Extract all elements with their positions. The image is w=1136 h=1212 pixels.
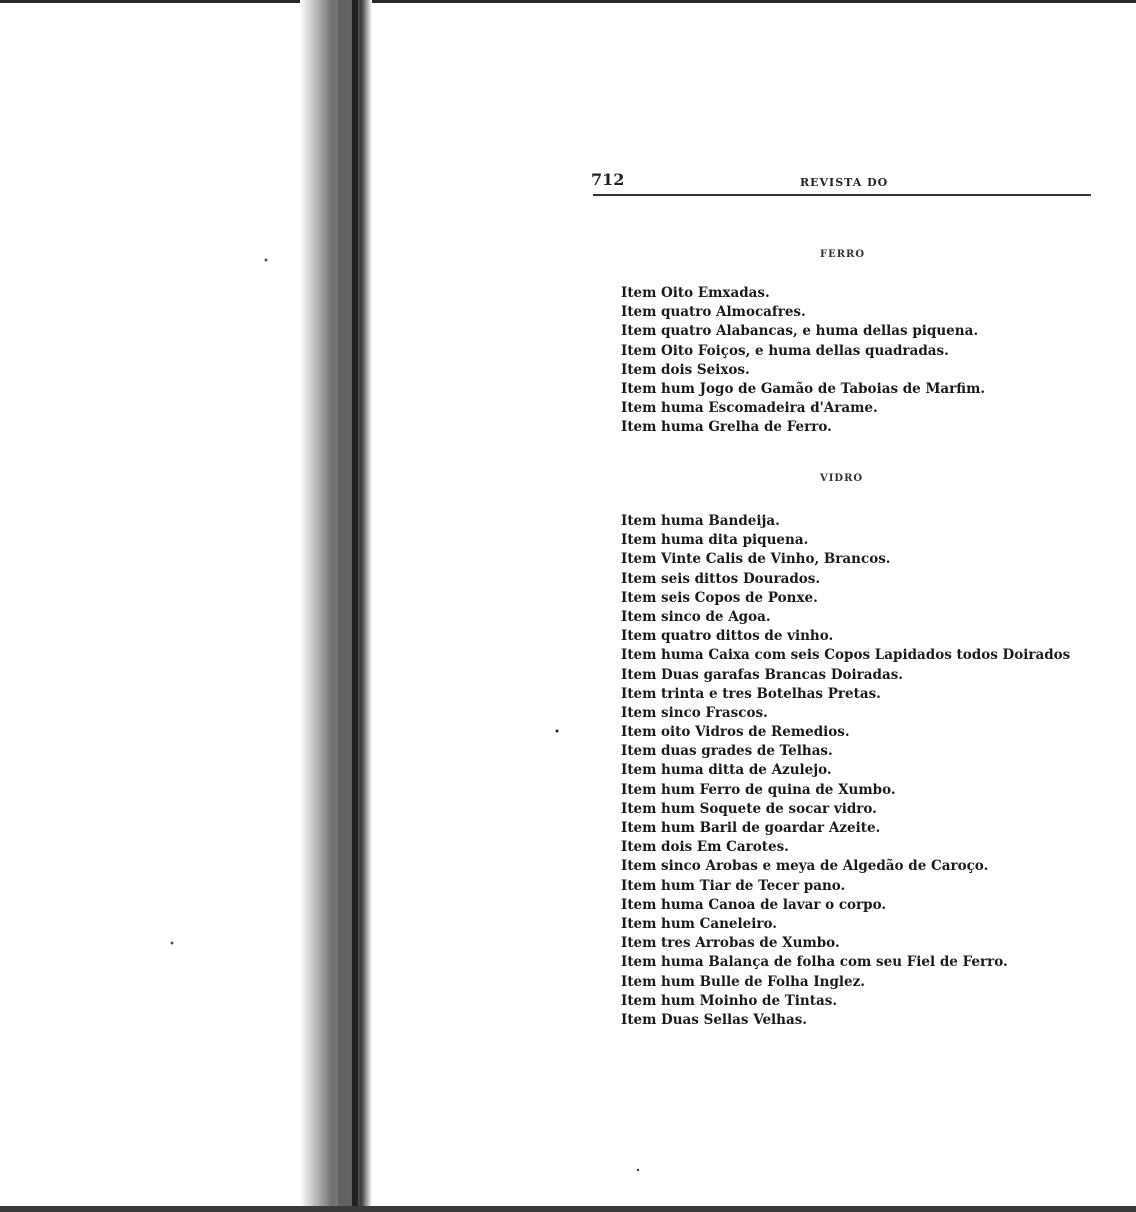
item-text: Oito Emxadas.: [661, 285, 770, 301]
item-word: Item: [621, 513, 657, 529]
item-word: Item: [621, 915, 657, 932]
list-item: [621, 761, 1070, 780]
list-item: [621, 589, 1070, 608]
item-word: Item: [621, 361, 657, 378]
item-text: sinco Arobas e meya de Algedão de Caroço.: [661, 858, 989, 875]
item-word: Item: [621, 800, 657, 817]
list-item: [621, 1011, 1070, 1030]
item-word: Item: [621, 647, 657, 664]
item-text: hum Soquete de socar vidro.: [661, 800, 877, 817]
item-word: Item: [621, 704, 657, 721]
list-item: [621, 361, 985, 380]
list-item: [621, 915, 1070, 934]
list-item: [621, 646, 1070, 665]
item-word: Item: [621, 380, 657, 397]
item-word: Item: [621, 323, 657, 340]
item-text: huma Balança de folha com seu Fiel de Ferro.: [661, 954, 1008, 971]
item-text: huma Escomadeira d'Arame.: [661, 400, 878, 417]
item-word: Item: [621, 743, 657, 760]
list-item: [621, 800, 1070, 819]
vidro-items-list: [621, 512, 1070, 1030]
item-word: Item: [621, 589, 657, 606]
list-item: [621, 303, 985, 322]
item-word: Item: [621, 762, 657, 779]
item-text: hum Tiar de Tecer pano.: [661, 877, 846, 894]
item-text: Duas garafas Brancas Doiradas.: [661, 666, 904, 683]
list-item: [621, 570, 1070, 589]
list-item: [621, 550, 1070, 569]
item-word: Item: [621, 935, 657, 952]
item-word: Item: [621, 973, 657, 990]
item-word: Item: [621, 724, 657, 741]
item-word: Item: [621, 400, 657, 417]
item-text: quatro dittos de vinho.: [661, 628, 834, 645]
item-word: Item: [621, 685, 657, 702]
item-text: Oito Foiços, e huma dellas quadradas.: [661, 342, 949, 359]
list-item: [621, 723, 1070, 742]
item-word: Item: [621, 551, 657, 568]
list-item: [621, 342, 985, 361]
list-item: [621, 531, 1070, 550]
header-rule: [593, 194, 1091, 196]
item-word: Item: [621, 608, 657, 625]
list-item: [621, 399, 985, 418]
item-text: hum Caneleiro.: [661, 915, 777, 932]
item-word: Item: [621, 342, 657, 359]
list-item: [621, 322, 985, 341]
ferro-items-list: [621, 284, 985, 438]
list-item: [621, 781, 1070, 800]
list-item: [621, 934, 1070, 953]
page-number: 712: [591, 170, 625, 189]
item-text: seis dittos Dourados.: [661, 570, 821, 587]
list-item: [621, 685, 1070, 704]
item-text: tres Arrobas de Xumbo.: [661, 935, 840, 952]
item-text: huma Canoa de lavar o corpo.: [661, 896, 887, 913]
item-text: seis Copos de Ponxe.: [661, 589, 818, 606]
list-item: [621, 608, 1070, 627]
item-text: quatro Almocafres.: [661, 304, 806, 321]
item-word: Item: [621, 839, 657, 856]
item-text: Duas Sellas Velhas.: [661, 1011, 808, 1028]
item-text: hum Baril de goardar Azeite.: [661, 820, 881, 836]
item-text: Vinte Calis de Vinho, Brancos.: [661, 551, 891, 568]
section-title-vidro: VIDRO: [820, 473, 864, 484]
item-text: huma Grelha de Ferro.: [661, 419, 832, 436]
item-word: Item: [621, 666, 657, 683]
item-word: Item: [621, 877, 657, 894]
item-text: hum Jogo de Gamão de Taboias de Marfim.: [661, 380, 986, 397]
item-text: quatro Alabancas, e huma dellas piquena.: [661, 323, 979, 340]
list-item: [621, 418, 985, 437]
item-text: sinco Frascos.: [661, 704, 768, 721]
item-text: hum Ferro de quina de Xumbo.: [661, 781, 896, 798]
item-word: Item: [621, 304, 657, 321]
list-item: [621, 877, 1070, 896]
item-text: hum Moinho de Tintas.: [661, 992, 838, 1009]
item-text: dois Seixos.: [661, 361, 750, 378]
item-word: Item: [621, 858, 657, 875]
list-item: [621, 896, 1070, 915]
item-text: huma Bandeija.: [661, 513, 780, 529]
item-text: huma dita piquena.: [661, 532, 809, 549]
item-word: Item: [621, 1011, 657, 1028]
item-word: Item: [621, 628, 657, 645]
item-word: Item: [621, 419, 657, 436]
list-item: [621, 704, 1070, 723]
list-item: [621, 838, 1070, 857]
list-item: [621, 953, 1070, 972]
item-word: Item: [621, 532, 657, 549]
item-word: Item: [621, 570, 657, 587]
item-text: oito Vidros de Remedios.: [661, 724, 850, 741]
list-item: [621, 992, 1070, 1011]
gutter-shadow: [300, 0, 372, 1212]
list-item: [621, 666, 1070, 685]
item-text: dois Em Carotes.: [661, 839, 789, 856]
item-text: huma ditta de Azulejo.: [661, 762, 832, 779]
item-text: huma Caixa com seis Copos Lapidados todos Doirados: [661, 647, 1071, 664]
item-word: Item: [621, 896, 657, 913]
item-text: duas grades de Telhas.: [661, 743, 833, 760]
list-item: [621, 742, 1070, 761]
item-word: Item: [621, 285, 657, 301]
item-word: Item: [621, 820, 657, 836]
list-item: [621, 512, 1070, 531]
list-item: [621, 973, 1070, 992]
list-item: [621, 627, 1070, 646]
list-item: [621, 284, 985, 303]
item-text: sinco de Agoa.: [661, 608, 771, 625]
item-word: Item: [621, 781, 657, 798]
section-title-ferro: FERRO: [820, 249, 866, 260]
list-item: [621, 380, 985, 399]
bottom-edge: [0, 1206, 1136, 1212]
list-item: [621, 819, 1070, 838]
running-title: REVISTA DO: [800, 176, 889, 189]
top-edge: [0, 0, 1136, 3]
list-item: [621, 857, 1070, 876]
item-word: Item: [621, 954, 657, 971]
item-word: Item: [621, 992, 657, 1009]
item-text: trinta e tres Botelhas Pretas.: [661, 685, 881, 702]
item-text: hum Bulle de Folha Inglez.: [661, 973, 866, 990]
